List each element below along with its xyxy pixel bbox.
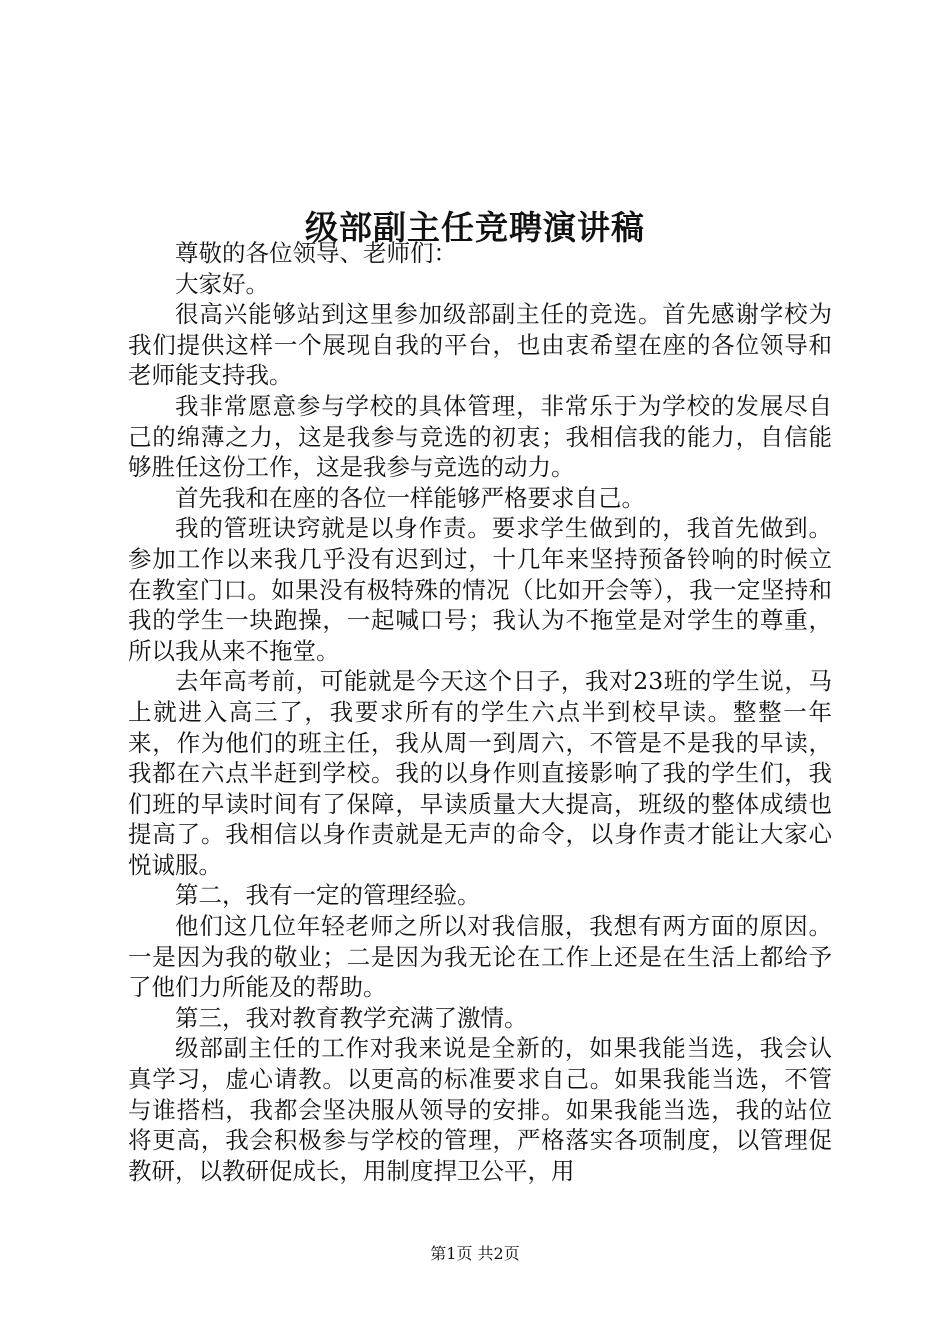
paragraph-motivation: 我非常愿意参与学校的具体管理，非常乐于为学校的发展尽自己的绵薄之力，这是我参与竞选的初衷；我相信我的能力，自信能够胜任这份工作，这是我参与竞选的动力。: [128, 391, 832, 482]
paragraph-point-one: 首先我和在座的各位一样能够严格要求自己。: [175, 483, 645, 512]
paragraph-intro: 很高兴能够站到这里参加级部副主任的竞选。首先感谢学校为我们提供这样一个展现自我的平台，也由衷希望在座的各位领导和老师能支持我。: [128, 300, 832, 390]
paragraph-class-management: 我的管班诀窍就是以身作责。要求学生做到的，我首先做到。参加工作以来我几乎没有迟到过，十几年来坚持预备铃响的时候立在教室门口。如果没有极特殊的情况（比如开会等），我一定坚持和我的学生一块跑操，一起喊口号；我认为不拖堂是对学生的尊重，所以我从来不拖堂。: [128, 514, 832, 665]
document-body: [128, 238, 832, 1186]
paragraph-greeting: 尊敬的各位领导、老师们：: [175, 239, 457, 267]
document-title: 级部副主任竞聘演讲稿: [305, 208, 645, 248]
paragraph-hello: 大家好。: [175, 269, 269, 298]
paragraph-commitment: 级部副主任的工作对我来说是全新的，如果我能当选，我会认真学习，虚心请教。以更高的标准要求自己。如果我能当选，不管与谁搭档，我都会坚决服从领导的安排。如果我能当选，我的站位将更高，我会积极参与学校的管理，严格落实各项制度，以管理促教研，以教研促成长，用制度捍卫公平，用: [128, 1034, 832, 1185]
paragraph-experience: 他们这几位年轻老师之所以对我信服，我想有两方面的原因。一是因为我的敬业；二是因为我无论在工作上还是在生活上都给予了他们力所能及的帮助。: [128, 912, 832, 1002]
page-footer: 第1页 共2页: [430, 1244, 520, 1263]
paragraph-example: 去年高考前，可能就是今天这个日子，我对23班的学生说，马上就进入高三了，我要求所有的学生六点半到校早读。整整一年来，作为他们的班主任，我从周一到周六，不管是不是我的早读，我都在六点半赶到学校。我的以身作则直接影响了我的学生们，我们班的早读时间有了保障，早读质量大大提高，班级的整体成绩也提高了。我相信以身作责就是无声的命令，以身作责才能让大家心悦诚服。: [128, 667, 832, 879]
paragraph-point-two: 第二，我有一定的管理经验。: [175, 881, 481, 910]
paragraph-point-three: 第三，我对教育教学充满了激情。: [175, 1003, 528, 1032]
